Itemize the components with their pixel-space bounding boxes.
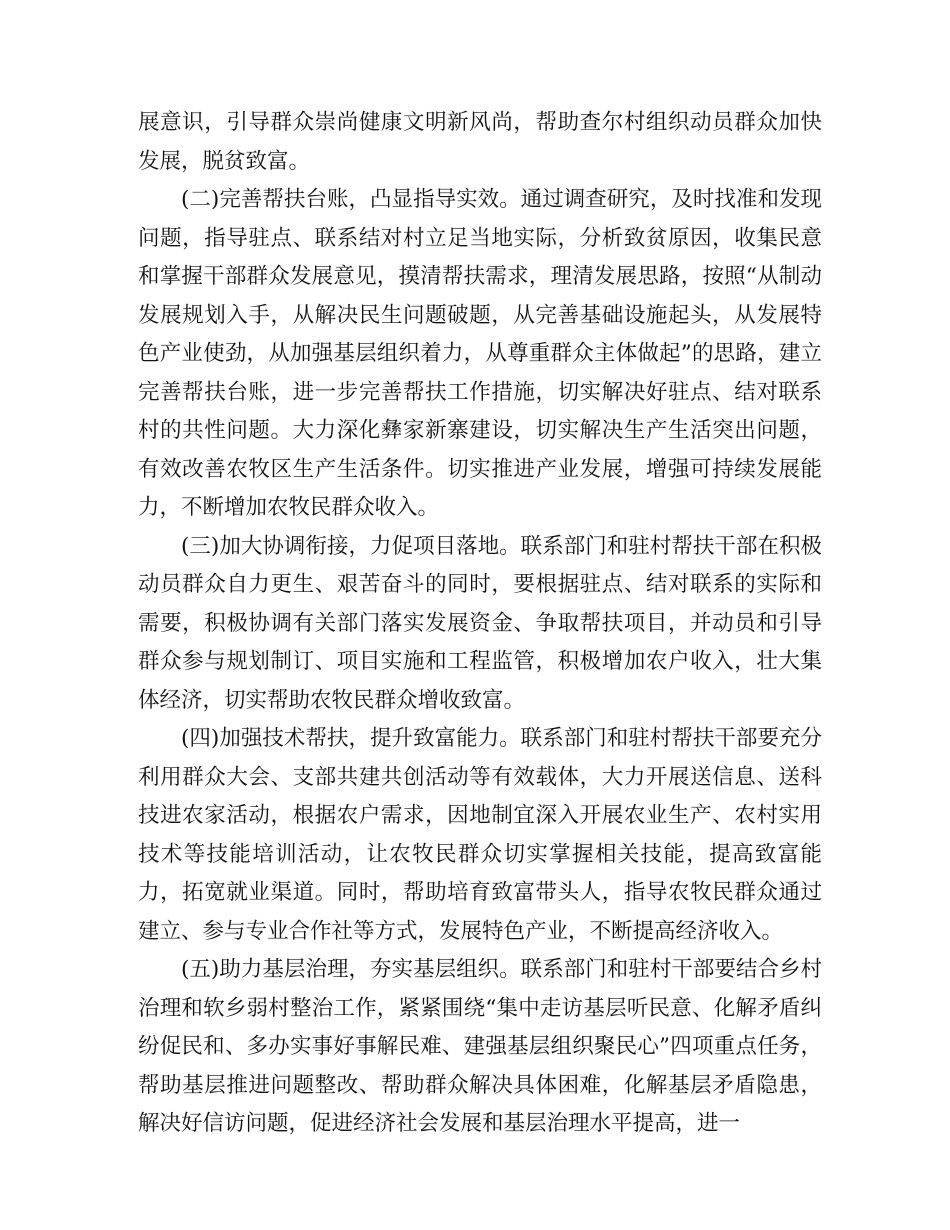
document-body [138, 104, 822, 1144]
paragraph-5: (五)助力基层治理，夯实基层组织。联系部门和驻村干部要结合乡村治理和软乡弱村整治工作，紧紧围绕“集中走访基层听民意、化解矛盾纠纷促民和、多办实事好事解民难、建强基层组织聚民心”四项重点任务，帮助基层推进问题整改、帮助群众解决具体困难，化解基层矛盾隐患，解决好信访问题，促进经济社会发展和基层治理水平提高，进一 [138, 957, 822, 1136]
paragraph-continued: 展意识，引导群众崇尚健康文明新风尚，帮助查尔村组织动员群众加快发展，脱贫致富。 [138, 110, 822, 174]
paragraph-2: (二)完善帮扶台账，凸显指导实效。通过调查研究，及时找准和发现问题，指导驻点、联系结对村立足当地实际，分析致贫原因，收集民意和掌握干部群众发展意见，摸清帮扶需求，理清发展思路，按照“从制动发展规划入手，从解决民生问题破题，从完善基础设施起头，从发展特色产业使劲，从加强基层组织着力，从尊重群众主体做起”的思路，建立完善帮扶台账，进一步完善帮扶工作措施，切实解决好驻点、结对联系村的共性问题。大力深化彝家新寨建设，切实解决生产生活突出问题，有效改善农牧区生产生活条件。切实推进产业发展，增强可持续发展能力，不断增加农牧民群众收入。 [138, 187, 822, 520]
paragraph-3: (三)加大协调衔接，力促项目落地。联系部门和驻村帮扶干部在积极动员群众自力更生、艰苦奋斗的同时，要根据驻点、结对联系的实际和需要，积极协调有关部门落实发展资金、争取帮扶项目，并动员和引导群众参与规划制订、项目实施和工程监管，积极增加农户收入，壮大集体经济，切实帮助农牧民群众增收致富。 [138, 533, 822, 713]
paragraph-4: (四)加强技术帮扶，提升致富能力。联系部门和驻村帮扶干部要充分利用群众大会、支部共建共创活动等有效载体，大力开展送信息、送科技进农家活动，根据农户需求，因地制宜深入开展农业生产、农村实用技术等技能培训活动，让农牧民群众切实掌握相关技能，提高致富能力，拓宽就业渠道。同时，帮助培育致富带头人，指导农牧民群众通过建立、参与专业合作社等方式，发展特色产业，不断提高经济收入。 [138, 726, 822, 944]
